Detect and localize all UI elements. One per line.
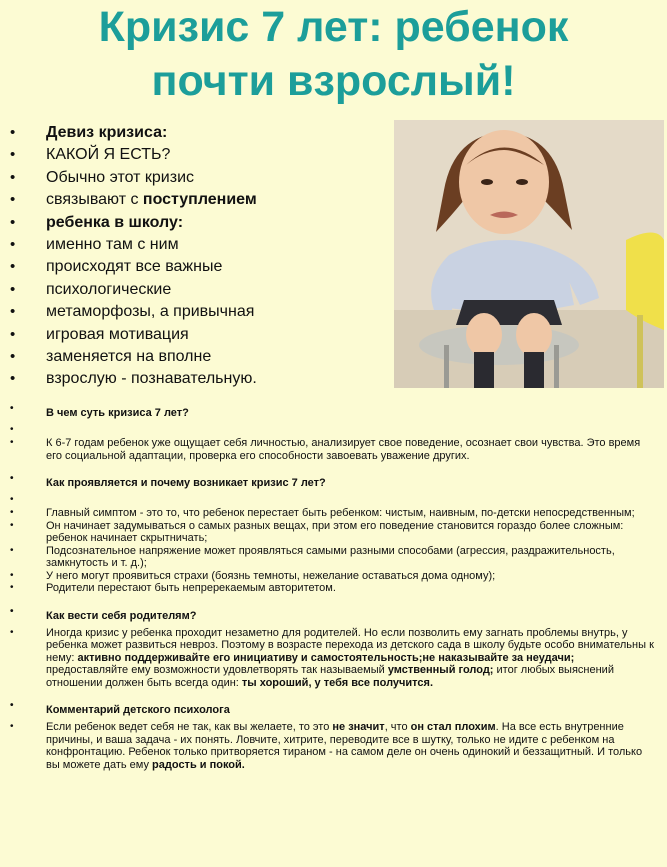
list-item: • КАКОЙ Я ЕСТЬ? <box>8 144 388 166</box>
list-item: • Подсознательное напряжение может проявляться самыми разными способами (агрессия, раздражительность, замкнутость и т. д.); <box>8 545 658 570</box>
paragraph: • Иногда кризис у ребенка проходит незаметно для родителей. Но если позволить ему загнать проблемы внутрь, у ребенка может развиться невроз. Поэтому в возрасте перехода из детского сада в школу будьте особо внимательны к нему: активно поддерживайте его инициативу и самостоятельность;не наказывайте за неудачи; предоставляйте ему возможности удовлетворять так называемый умственный голод; итог любых выяснений отношении должен быть всегда один: ты хороший, у тебя все получится. <box>8 627 658 690</box>
empty-bullet <box>8 494 658 507</box>
list-item: • связывают с поступлением <box>8 189 388 211</box>
list-item: • Девиз кризиса: <box>8 122 388 144</box>
section-parents <box>8 605 658 690</box>
list-item: • Родители перестают быть непререкаемым авторитетом. <box>8 582 658 595</box>
empty-bullet <box>8 424 658 437</box>
list-item: • психологические <box>8 279 388 301</box>
list-item: • У него могут проявиться страхи (боязнь темноты, нежелание оставаться дома одному); <box>8 570 658 583</box>
list-item: • Обычно этот кризис <box>8 167 388 189</box>
list-item: • именно там с ним <box>8 234 388 256</box>
section-manifestation <box>8 472 658 595</box>
list-item: • происходят все важные <box>8 256 388 278</box>
list-item: • игровая мотивация <box>8 324 388 346</box>
list-item: • Главный симптом - это то, что ребенок перестает быть ребенком: чистым, наивным, по-детски непосредственным; <box>8 507 658 520</box>
section-heading: • Комментарий детского психолога <box>8 699 658 721</box>
child-photo <box>394 120 664 388</box>
section-psychologist <box>8 699 658 771</box>
section-crisis-essence <box>8 402 658 462</box>
section-heading: • В чем суть кризиса 7 лет? <box>8 402 658 424</box>
title-line-1: Кризис 7 лет: ребенок <box>98 3 569 51</box>
list-item: • Он начинает задумываться о самых разных вещах, при этом его поведение становится гораздо более сложным: ребенок начинает скрытничать; <box>8 520 658 545</box>
article-body <box>8 402 658 781</box>
list-item: • заменяется на вполне <box>8 346 388 368</box>
paragraph: • Если ребенок ведет себя не так, как вы желаете, то это не значит, что он стал плохим. На все есть внутренние причины, и ваша задача - их понять. Ловчите, хитрите, переводите все в шутку, только не идите с ребенком на конфронтацию. Ребенок только притворяется тираном - на самом деле он очень одинокий и беззащитный. И только вы можете дать ему радость и покой. <box>8 721 658 771</box>
paragraph: • К 6-7 годам ребенок уже ощущает себя личностью, анализирует свое поведение, осознает свои чувства. Это время его социальной адаптации, проверка его способности завоевать уважение других. <box>8 437 658 462</box>
list-item: • взрослую - познавательную. <box>8 368 388 390</box>
page-title <box>0 0 667 108</box>
list-item: • метаморфозы, а привычная <box>8 301 388 323</box>
section-heading: • Как проявляется и почему возникает кризис 7 лет? <box>8 472 658 494</box>
motto-list <box>8 122 388 391</box>
girl-illustration <box>394 120 664 388</box>
list-item: • ребенка в школу: <box>8 212 388 234</box>
title-line-2: почти взрослый! <box>151 57 516 105</box>
section-heading: • Как вести себя родителям? <box>8 605 658 627</box>
